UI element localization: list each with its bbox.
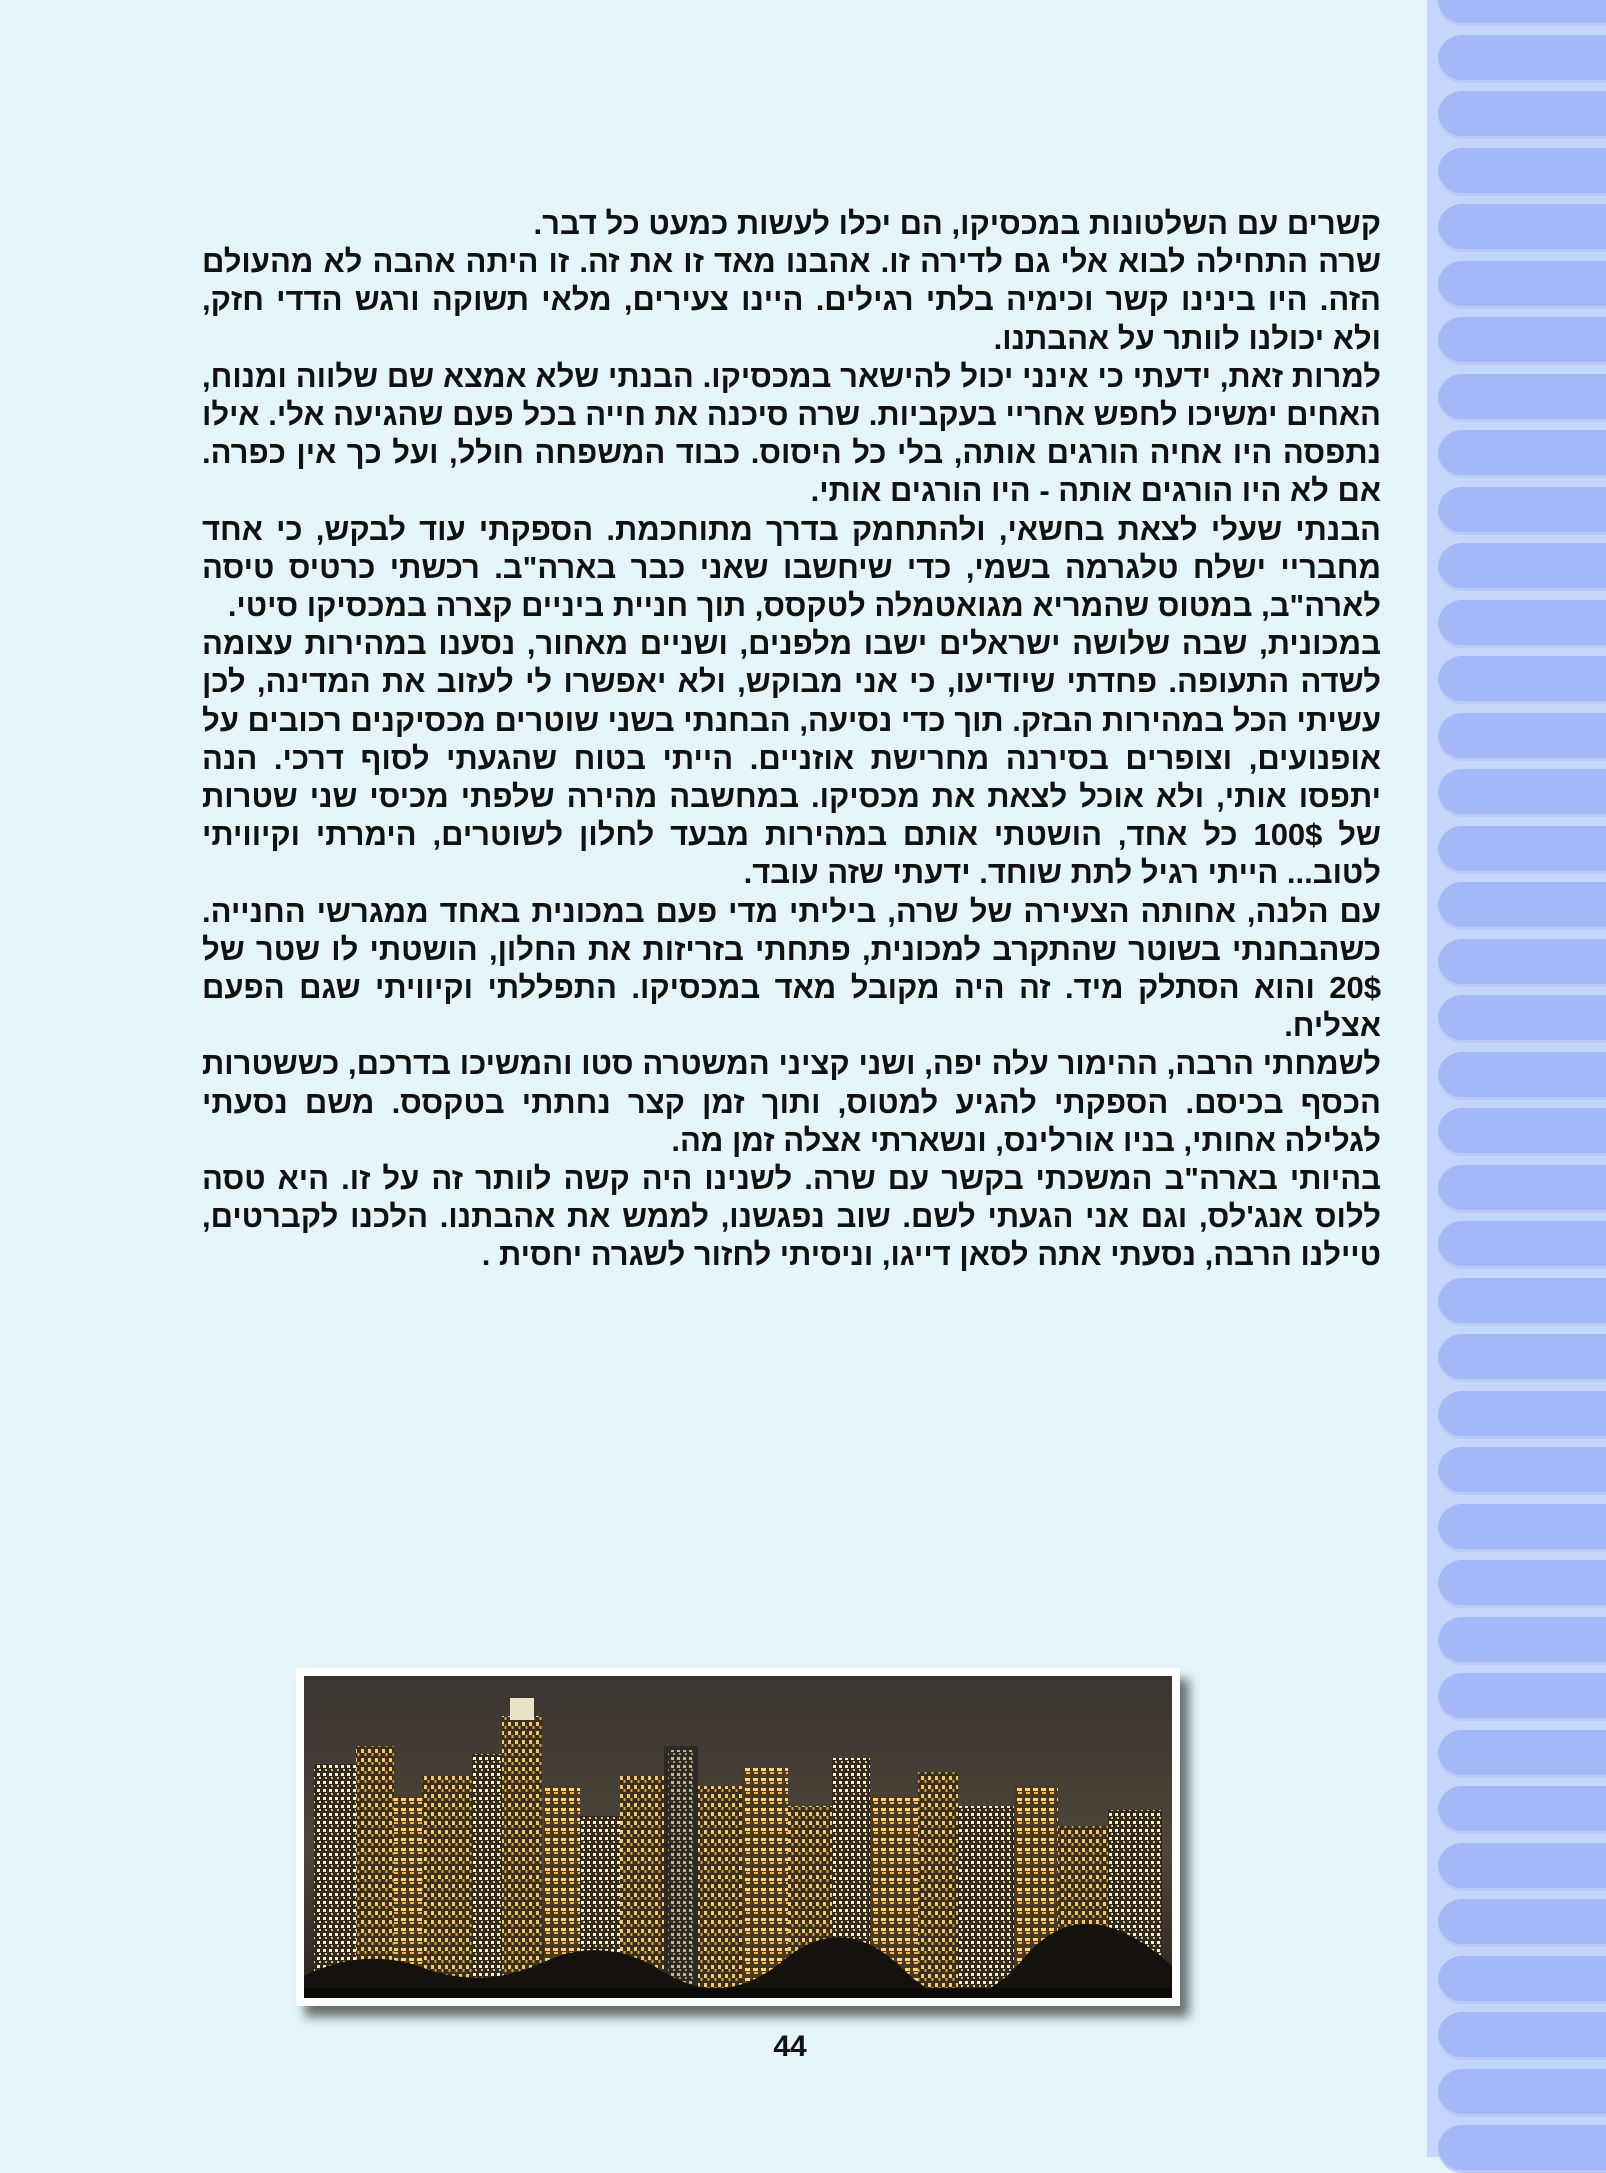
body-text	[202, 205, 1381, 1275]
decorative-stripe	[1438, 204, 1606, 252]
paragraph: למרות זאת, ידעתי כי אינני יכול להישאר במכסיקו. הבנתי שלא אמצא שם שלווה ומנוח, האחים ימשיכו לחפש אחריי בעקביות. שרה סיכנה את חייה בכל פעם שהגיעה אלי. אילו נתפסה היו אחיה הורגים אותה, בלי כל היסוס. כבוד המשפחה חולל, ועל כך אין כפרה. אם לא היו הורגים אותה - היו הורגים אותי.	[202, 358, 1381, 509]
decorative-stripe	[1438, 0, 1606, 26]
decorative-stripe	[1438, 600, 1606, 648]
decorative-stripe	[1438, 1334, 1606, 1382]
skyline-image	[304, 1676, 1172, 1998]
decorative-stripe	[1438, 543, 1606, 591]
decorative-stripe	[1438, 2012, 1606, 2060]
decorative-stripe	[1438, 882, 1606, 930]
paragraph: במכונית, שבה שלושה ישראלים ישבו מלפנים, ושניים מאחור, נסענו במהירות עצומה לשדה התעופה. פחדתי שיודיעו, כי אני מבוקש, ולא יאפשרו לי לעזוב את המדינה, לכן עשיתי הכל במהירות הבזק. תוך כדי נסיעה, הבחנתי בשני שוטרים מכסיקנים רכובים על אופנועים, וצופרים בסירנה מחרישת אוזניים. הייתי בטוח שהגעתי לסוף דרכי. הנה יתפסו אותי, ולא אוכל לצאת את מכסיקו. במחשבה מהירה שלפתי מכיסי שני שטרות של 100$ כל אחד, הושטתי אותם במהירות מבעד לחלון לשוטרים, הימרתי וקיוויתי לטוב... הייתי רגיל לתת שוחד. ידעתי שזה עובד.	[202, 626, 1381, 891]
decorative-stripe	[1438, 2125, 1606, 2173]
decorative-stripe	[1438, 1956, 1606, 2004]
decorative-stripe	[1438, 1730, 1606, 1778]
decorative-stripe	[1438, 1617, 1606, 1665]
decorative-stripe	[1438, 1504, 1606, 1552]
decorative-stripe	[1438, 1786, 1606, 1834]
decorative-stripe	[1438, 317, 1606, 365]
decorative-stripe	[1438, 1843, 1606, 1891]
decorative-stripe	[1438, 939, 1606, 987]
paragraph: שרה התחילה לבוא אלי גם לדירה זו. אהבנו מאד זו את זה. זו היתה אהבה לא מהעולם הזה. היו בינינו קשר וכימיה בלתי רגילים. היינו צעירים, מלאי תשוקה ורגש הדדי חזק, ולא יכולנו לוותר על אהבתנו.	[202, 244, 1381, 356]
decorative-stripe	[1438, 995, 1606, 1043]
decorative-stripe	[1438, 1391, 1606, 1439]
page-number: 44	[773, 2030, 807, 2063]
decorative-stripe	[1438, 35, 1606, 83]
decorative-stripe	[1438, 1899, 1606, 1947]
decorative-stripe	[1438, 656, 1606, 704]
decorative-stripe	[1438, 713, 1606, 761]
decorative-stripe	[1438, 769, 1606, 817]
skyline-photo	[296, 1668, 1180, 2006]
decorative-stripe	[1438, 374, 1606, 422]
decorative-stripe	[1438, 430, 1606, 478]
decorative-stripe	[1438, 148, 1606, 196]
paragraph: הבנתי שעלי לצאת בחשאי, ולהתחמק בדרך מתוחכמת. הספקתי עוד לבקש, כי אחד מחבריי ישלח טלגרמה בשמי, כדי שיחשבו שאני כבר בארה"ב. רכשתי כרטיס טיסה לארה"ב, במטוס שהמריא מגואטמלה לטקסס, תוך חניית ביניים קצרה במכסיקו סיטי.	[202, 511, 1381, 624]
decorative-stripe	[1438, 487, 1606, 535]
decorative-stripe	[1438, 1278, 1606, 1326]
paragraph: בהיותי בארה"ב המשכתי בקשר עם שרה. לשנינו היה קשה לוותר זה על זו. היא טסה ללוס אנג'לס, וגם אני הגעתי לשם. שוב נפגשנו, לממש את אהבתנו. הלכנו לקברטים, טיילנו הרבה, נסעתי אתה לסאן דייגו, וניסיתי לחזור לשגרה יחסית .	[202, 1161, 1381, 1273]
decorative-stripe	[1438, 1052, 1606, 1100]
decorative-stripe	[1438, 2069, 1606, 2117]
paragraph: לשמחתי הרבה, ההימור עלה יפה, ושני קציני המשטרה סטו והמשיכו בדרכם, כששטרות הכסף בכיסם. הספקתי להגיע למטוס, ותוך זמן קצר נחתתי בטקסס. משם נסעתי לגלילה אחותי, בניו אורלינס, ונשארתי אצלה זמן מה.	[202, 1046, 1381, 1158]
decorative-stripe	[1438, 1447, 1606, 1495]
decorative-stripe	[1438, 1165, 1606, 1213]
decorative-stripe	[1438, 91, 1606, 139]
decorative-stripe	[1438, 1221, 1606, 1269]
paragraph: קשרים עם השלטונות במכסיקו, הם יכלו לעשות כמעט כל דבר.	[533, 206, 1381, 241]
decorative-stripe	[1438, 1108, 1606, 1156]
decorative-stripe	[1438, 1673, 1606, 1721]
decorative-stripe	[1438, 1560, 1606, 1608]
paragraph: עם הלנה, אחותה הצעירה של שרה, ביליתי מדי פעם במכונית באחד ממגרשי החנייה. כשהבחנתי בשוטר שהתקרב למכונית, פתחתי בזריזות את החלון, הושטתי לו שטר של 20$ והוא הסתלק מיד. זה היה מקובל מאד במכסיקו. התפללתי וקיוויתי שגם הפעם אצליח.	[202, 893, 1381, 1044]
decorative-stripe	[1438, 826, 1606, 874]
decorative-stripe	[1438, 261, 1606, 309]
